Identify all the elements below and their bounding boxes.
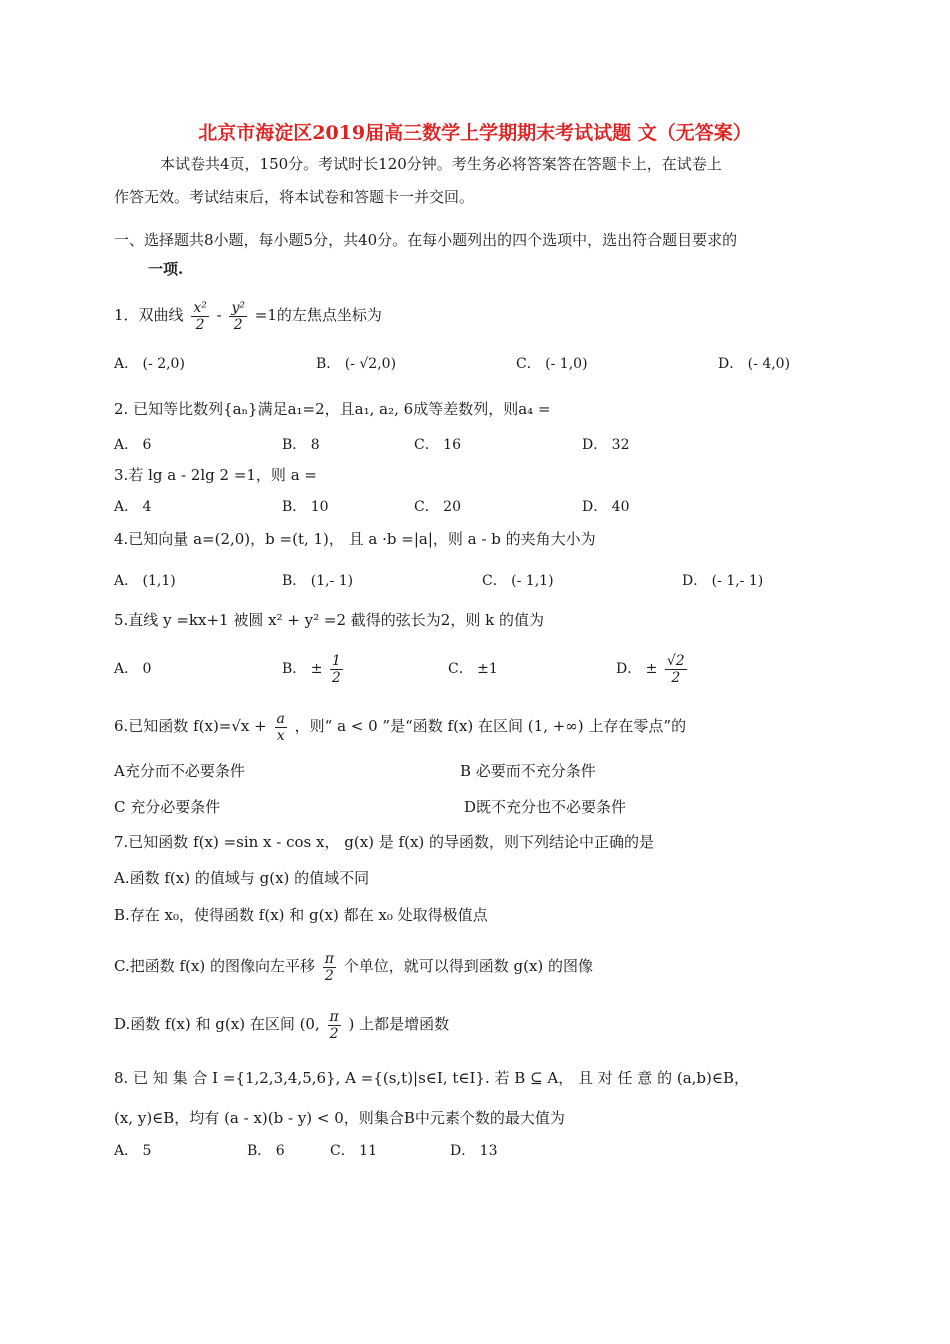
section-heading-line-2: 一项. <box>148 260 184 278</box>
q6-fraction <box>275 711 287 744</box>
q1-fraction-x <box>191 300 209 333</box>
q1-option-c: C． (- 1,0) <box>516 356 588 372</box>
question-8-stem-line-2: (x, y)∈B，均有 (a - x)(b - y) < 0，则集合B中元素个数的最大值为 <box>114 1109 565 1127</box>
q5-option-d <box>616 649 690 689</box>
q7-option-d <box>114 1002 449 1046</box>
q7-option-d-fraction <box>328 1009 341 1042</box>
q6-option-d: D既不充分也不必要条件 <box>464 798 627 816</box>
q5-option-b-numerator: 1 <box>331 652 341 669</box>
q4-option-d: D． (- 1,- 1) <box>682 573 764 589</box>
q5-option-a: A． 0 <box>114 661 152 677</box>
q5-option-b <box>282 649 346 689</box>
q3-option-d: D． 40 <box>582 499 630 515</box>
q7-option-d-suffix: ) 上都是增函数 <box>348 1015 450 1033</box>
q4-option-c: C． (- 1,1) <box>482 573 554 589</box>
q8-option-d: D． 13 <box>450 1143 498 1159</box>
q2-option-d: D． 32 <box>582 437 630 453</box>
question-3-stem: 3.若 lg a - 2lg 2 =1，则 a = <box>114 466 317 484</box>
q3-option-c: C． 20 <box>414 499 461 515</box>
q7-option-d-prefix: D.函数 f(x) 和 g(x) 在区间 (0, <box>114 1015 320 1033</box>
q1-option-a: A． (- 2,0) <box>114 356 185 372</box>
section-heading-line-1: 一、选择题共8小题，每小题5分，共40分。在每小题列出的四个选项中，选出符合题目要求的 <box>114 231 738 249</box>
q2-option-c: C． 16 <box>414 437 461 453</box>
intro-line-1: 本试卷共4页，150分。考试时长120分钟。考生务必将答案答在答题卡上，在试卷上 <box>160 155 722 173</box>
q1-fraction-x-denominator: 2 <box>191 316 209 333</box>
q5-option-d-fraction <box>665 653 687 686</box>
q8-option-c: C． 11 <box>330 1143 377 1159</box>
q7-option-c-fraction <box>323 951 336 984</box>
q3-option-b: B． 10 <box>282 499 329 515</box>
q6-prefix: 6.已知函数 f(x)=√x + <box>114 717 267 735</box>
q6-option-b: B 必要而不充分条件 <box>460 762 596 780</box>
q1-option-b: B． (- √2,0) <box>316 356 397 372</box>
q7-option-b: B.存在 x₀，使得函数 f(x) 和 g(x) 都在 x₀ 处取得极值点 <box>114 906 488 924</box>
question-1-stem <box>114 292 382 338</box>
question-7-stem: 7.已知函数 f(x) =sin x - cos x， g(x) 是 f(x) 的导函数，则下列结论中正确的是 <box>114 833 655 851</box>
q8-option-b: B． 6 <box>247 1143 285 1159</box>
question-2-stem: 2. 已知等比数列{aₙ}满足a₁=2，且a₁, a₂, 6成等差数列，则a₄ = <box>114 400 551 418</box>
q6-suffix: ，则“ a < 0 ”是“函数 f(x) 在区间 (1, +∞) 上存在零点”的 <box>294 717 687 735</box>
q5-option-b-denominator: 2 <box>331 669 341 686</box>
q5-option-d-prefix: D． ± <box>616 661 658 677</box>
q4-option-b: B． (1,- 1) <box>282 573 354 589</box>
q1-fraction-y-numerator: y² <box>231 299 246 316</box>
q1-fraction-y <box>229 300 247 333</box>
q8-option-a: A． 5 <box>114 1143 152 1159</box>
q2-option-b: B． 8 <box>282 437 320 453</box>
q2-option-a: A． 6 <box>114 437 152 453</box>
q3-option-a: A． 4 <box>114 499 152 515</box>
q7-option-c-suffix: 个单位，就可以得到函数 g(x) 的图像 <box>343 957 594 975</box>
q1-fraction-x-numerator: x² <box>193 299 207 316</box>
q5-option-b-fraction <box>330 653 343 686</box>
q1-prefix: 1．双曲线 <box>114 306 184 324</box>
q6-option-a: A充分而不必要条件 <box>114 762 245 780</box>
q1-option-d: D． (- 4,0) <box>718 356 791 372</box>
exam-title: 北京市海淀区2019届高三数学上学期期末考试试题 文（无答案） <box>198 122 752 144</box>
q7-option-c <box>114 944 593 988</box>
question-4-stem: 4.已知向量 a=(2,0)，b =(t, 1)， 且 a ·b =|a|，则 a - b 的夹角大小为 <box>114 530 596 548</box>
q1-suffix: =1的左焦点坐标为 <box>254 306 382 324</box>
question-6-stem <box>114 704 686 748</box>
q1-minus: - <box>216 306 222 324</box>
question-8-stem-line-1: 8. 已 知 集 合 I ={1,2,3,4,5,6}, A ={(s,t)|s∈I, t∈I}. 若 B ⊆ A， 且 对 任 意 的 (a,b)∈B， <box>114 1069 749 1087</box>
q4-option-a: A． (1,1) <box>114 573 176 589</box>
q6-fraction-denominator: x <box>275 727 287 744</box>
q5-option-c: C． ±1 <box>448 661 498 677</box>
q1-fraction-y-denominator: 2 <box>229 316 247 333</box>
q7-option-d-numerator: π <box>329 1008 339 1025</box>
intro-line-2: 作答无效。考试结束后，将本试卷和答题卡一并交回。 <box>114 188 475 206</box>
q7-option-c-numerator: π <box>324 950 334 967</box>
q6-fraction-numerator: a <box>276 710 285 727</box>
q5-option-b-prefix: B． ± <box>282 661 323 677</box>
q7-option-c-prefix: C.把函数 f(x) 的图像向左平移 <box>114 957 315 975</box>
q5-option-d-denominator: 2 <box>665 669 687 686</box>
q7-option-d-denominator: 2 <box>328 1025 341 1042</box>
question-5-stem: 5.直线 y =kx+1 被圆 x² + y² =2 截得的弦长为2，则 k 的值为 <box>114 611 544 629</box>
q7-option-a: A.函数 f(x) 的值域与 g(x) 的值域不同 <box>114 869 370 887</box>
q7-option-c-denominator: 2 <box>323 967 336 984</box>
q6-option-c: C 充分必要条件 <box>114 798 221 816</box>
q5-option-d-numerator: √2 <box>666 652 685 669</box>
